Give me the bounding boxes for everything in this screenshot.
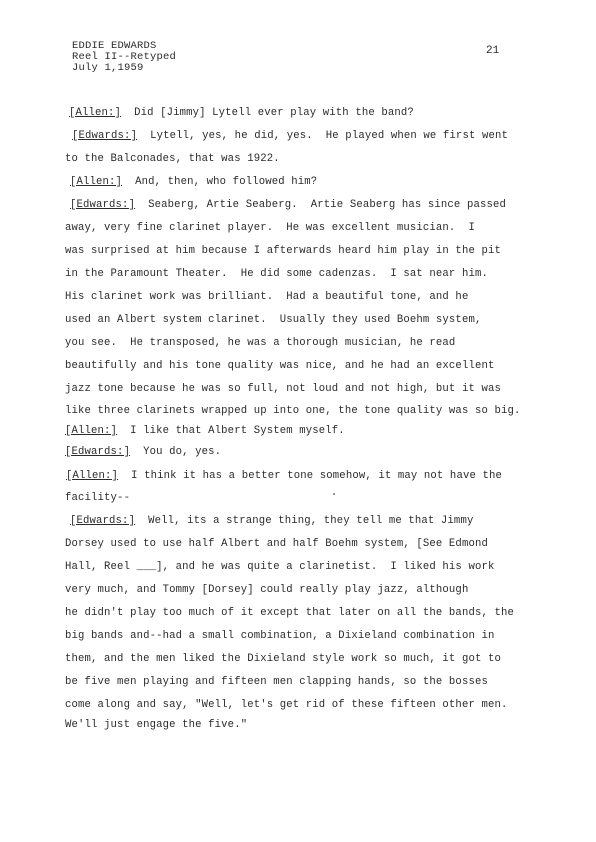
transcript-line [70, 199, 590, 211]
transcript-line [66, 470, 586, 482]
line-text: was surprised at him because I afterwards heard him play in the pit [65, 245, 501, 257]
line-text: I think it has a better tone somehow, it may not have the [118, 470, 502, 482]
line-text: used an Albert system clarinet. Usually they used Boehm system, [65, 314, 482, 326]
line-text: like three clarinets wrapped up into one, the tone quality was so big. [65, 405, 521, 417]
line-text: His clarinet work was brilliant. Had a beautiful tone, and he [65, 291, 469, 303]
speaker-label: [Edwards:] [70, 199, 136, 211]
line-text: Seaberg, Artie Seaberg. Artie Seaberg has since passed [135, 199, 506, 211]
transcript-line [65, 584, 585, 596]
line-text: facility-- [65, 492, 131, 504]
line-text: big bands and--had a small combination, a Dixieland combination in [65, 630, 495, 642]
line-text: very much, and Tommy [Dorsey] could really play jazz, although [65, 584, 469, 596]
speaker-label: [Allen:] [70, 176, 123, 188]
transcript-line [65, 291, 585, 303]
transcript-line [65, 676, 585, 688]
speaker-label: [Allen:] [69, 107, 122, 119]
line-text: to the Balconades, that was 1922. [65, 153, 280, 165]
speaker-label: [Allen:] [66, 470, 119, 482]
line-text: Did [Jimmy] Lytell ever play with the band? [121, 107, 414, 119]
line-text: Hall, Reel ___], and he was quite a clarinetist. I liked his work [65, 561, 495, 573]
line-text: come along and say, "Well, let's get rid of these fifteen other men. [65, 699, 508, 711]
transcript-line [70, 176, 590, 188]
line-text: be five men playing and fifteen men clapping hands, so the bosses [65, 676, 488, 688]
speaker-label: [Edwards:] [65, 446, 131, 458]
header-date: July 1,1959 [72, 62, 144, 74]
page-number: 21 [486, 45, 500, 57]
line-text: he didn't play too much of it except that later on all the bands, the [65, 607, 515, 619]
transcript-line [65, 538, 585, 550]
header-reel: Reel II--Retyped [72, 51, 177, 63]
line-text: away, very fine clarinet player. He was excellent musician. I [65, 222, 475, 234]
header-name: EDDIE EDWARDS [72, 40, 157, 52]
transcript-line [65, 245, 585, 257]
transcript-line [65, 630, 585, 642]
line-text: in the Paramount Theater. He did some cadenzas. I sat near him. [65, 268, 488, 280]
speaker-label: [Allen:] [65, 425, 118, 437]
line-text: you see. He transposed, he was a thorough musician, he read [65, 337, 456, 349]
transcript-line [65, 446, 585, 458]
transcript-line [65, 561, 585, 573]
line-text: We'll just engage the five." [65, 719, 248, 731]
line-text: them, and the men liked the Dixieland style work so much, it got to [65, 653, 501, 665]
transcript-line [65, 653, 585, 665]
line-text: Lytell, yes, he did, yes. He played when we first went [137, 130, 508, 142]
line-text: And, then, who followed him? [122, 176, 318, 188]
speaker-label: [Edwards:] [70, 515, 136, 527]
line-text: Well, its a strange thing, they tell me that Jimmy [135, 515, 474, 527]
speaker-label: [Edwards:] [72, 130, 138, 142]
transcript-line [65, 360, 585, 372]
transcript-line [65, 699, 585, 711]
transcript-line [65, 492, 585, 504]
transcript-line [65, 268, 585, 280]
stray-mark [333, 493, 335, 495]
page-header [72, 41, 176, 74]
transcript-line [65, 383, 585, 395]
line-text: Dorsey used to use half Albert and half Boehm system, [See Edmond [65, 538, 488, 550]
line-text: jazz tone because he was so full, not loud and not high, but it was [65, 383, 501, 395]
transcript-line [72, 130, 592, 142]
transcript-line [65, 314, 585, 326]
transcript-line [65, 607, 585, 619]
transcript-line [65, 153, 585, 165]
transcript-line [69, 107, 589, 119]
transcript-line [65, 337, 585, 349]
transcript-line [65, 425, 585, 437]
transcript-line [70, 515, 590, 527]
transcript-line [65, 222, 585, 234]
line-text: You do, yes. [130, 446, 222, 458]
line-text: I like that Albert System myself. [117, 425, 345, 437]
line-text: beautifully and his tone quality was nice, and he had an excellent [65, 360, 495, 372]
transcript-line [65, 405, 585, 417]
transcript-line [65, 719, 585, 731]
